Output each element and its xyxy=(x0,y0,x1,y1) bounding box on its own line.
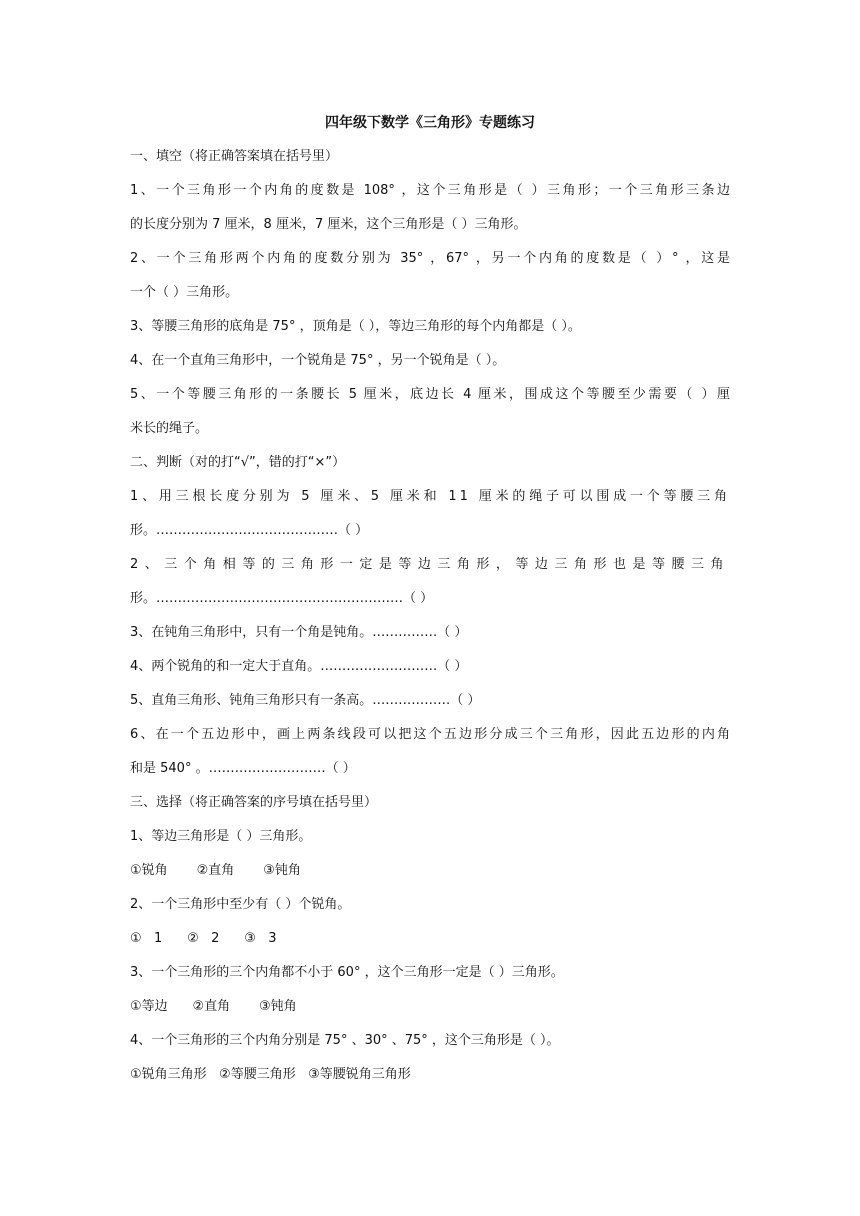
judge-q6-line2: 和是 540° 。………………………（ ） xyxy=(130,761,356,776)
choice-q3-options: ①等边 ②直角 ③钝角 xyxy=(130,999,297,1014)
judge-q2-line2: 形。…………………………………………………（ ） xyxy=(130,591,434,606)
judge-q6-line1: 6、在一个五边形中，画上两条线段可以把这个五边形分成三个三角形，因此五边形的内角 xyxy=(130,727,730,742)
section-heading-judge: 二、判断（对的打“√”，错的打“×”） xyxy=(130,455,346,470)
worksheet-page xyxy=(130,112,730,1098)
fill-q4: 4、在一个直角三角形中，一个锐角是 75° ，另一个锐角是（ ）。 xyxy=(130,353,506,368)
judge-q5: 5、直角三角形、钝角三角形只有一条高。………………（ ） xyxy=(130,693,481,708)
page-title: 四年级下数学《三角形》专题练习 xyxy=(325,115,535,131)
judge-q3: 3、在钝角三角形中，只有一个角是钝角。……………（ ） xyxy=(130,625,468,640)
judge-q1-line2: 形。……………………………………（ ） xyxy=(130,523,369,538)
fill-q3: 3、等腰三角形的底角是 75° ，顶角是（ ），等边三角形的每个内角都是（ ）。 xyxy=(130,319,581,334)
fill-q2-line2: 一个（ ）三角形。 xyxy=(130,285,239,300)
choice-q2: 2、一个三角形中至少有（ ）个锐角。 xyxy=(130,897,351,912)
choice-q4: 4、一个三角形的三个内角分别是 75° 、30° 、75° ，这个三角形是（ ）。 xyxy=(130,1033,560,1048)
fill-q5-line2: 米长的绳子。 xyxy=(130,421,209,436)
judge-q2-line1: 2、三个角相等的三角形一定是等边三角形，等边三角形也是等腰三角 xyxy=(130,557,730,572)
choice-q1-options: ①锐角 ②直角 ③钝角 xyxy=(130,863,301,878)
judge-q4: 4、两个锐角的和一定大于直角。………………………（ ） xyxy=(130,659,468,674)
section-heading-fill-in: 一、填空（将正确答案填在括号里） xyxy=(130,149,339,164)
fill-q2-line1: 2、一个三角形两个内角的度数分别为 35° ，67° ，另一个内角的度数是（ ）° ，这是 xyxy=(130,251,730,266)
fill-q1-line1: 1、一个三角形一个内角的度数是 108° ，这个三角形是（ ）三角形；一个三角形三条边 xyxy=(130,183,730,198)
choice-q4-options: ①锐角三角形 ②等腰三角形 ③等腰锐角三角形 xyxy=(130,1067,411,1082)
choice-q3: 3、一个三角形的三个内角都不小于 60° ，这个三角形一定是（ ）三角形。 xyxy=(130,965,564,980)
choice-q2-options: ① 1 ② 2 ③ 3 xyxy=(130,931,277,946)
fill-q1-line2: 的长度分别为 7 厘米，8 厘米，7 厘米，这个三角形是（ ）三角形。 xyxy=(130,217,527,232)
judge-q1-line1: 1、用三根长度分别为 5 厘米、5 厘米和 11 厘米的绳子可以围成一个等腰三角 xyxy=(130,489,730,504)
fill-q5-line1: 5、一个等腰三角形的一条腰长 5 厘米，底边长 4 厘米，围成这个等腰至少需要（ ）厘 xyxy=(130,387,730,402)
section-heading-choice: 三、选择（将正确答案的序号填在括号里） xyxy=(130,795,378,810)
choice-q1: 1、等边三角形是（ ）三角形。 xyxy=(130,829,312,844)
